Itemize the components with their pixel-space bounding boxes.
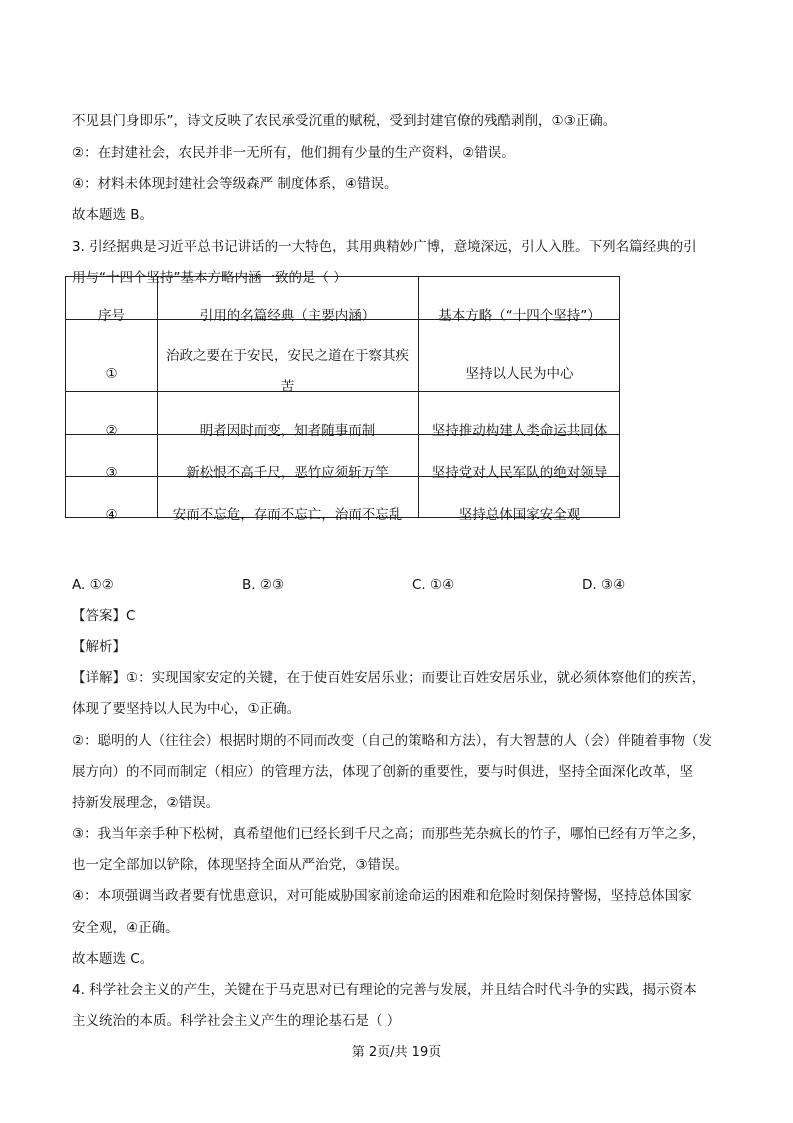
analysis-label: 【解析】 [72,639,126,655]
question-4-line: 4. 科学社会主义的产生，关键在于马克思对已有理论的完善与发展，并且结合时代斗争的实践，揭示资本 [72,982,697,998]
paragraph-line: 故本题选 B。 [72,207,154,223]
question-4-line: 主义统治的本质。科学社会主义产生的理论基石是（ ） [72,1013,401,1029]
option-b[interactable]: B. ②③ [242,577,285,593]
detail-line: 展方向）的不同而制定（相应）的管理方法，体现了创新的重要性，要与时俱进，坚持全面深化改革，坚 [72,764,693,780]
option-c[interactable]: C. ①④ [412,577,455,593]
detail-line: ④：本项强调当政者要有忧患意识，对可能威胁国家前途命运的困难和危险时刻保持警惕，坚持总体国家 [72,888,692,904]
page-footer: 第 2页/共 19页 [351,1045,442,1060]
detail-line: ②：聪明的人（往往会）根据时期的不同而改变（自己的策略和方法），有大智慧的人（会）伴随着事物（发 [72,733,712,749]
table-cell-number: ① [105,366,118,382]
paragraph-line: 不见县门身即乐”，诗文反映了农民承受沉重的赋税，受到封建官僚的残酷剥削，①③正确。 [72,113,617,129]
table-cell-policy: 坚持党对人民军队的绝对领导 [431,465,608,481]
paragraph-line: ②：在封建社会，农民并非一无所有，他们拥有少量的生产资料，②错误。 [72,145,515,161]
detail-line: 持新发展理念，②错误。 [72,795,220,811]
quote-table [65,276,620,523]
option-a[interactable]: A. ①② [72,577,114,593]
detail-line: 也一定全部加以铲除，体现坚持全面从严治党，③错误。 [72,857,409,873]
table-cell-quote: 新松恨不高千尺，恶竹应须斩万竿 [186,465,389,481]
table-header-quote: 引用的名篇经典（主要内涵） [199,308,376,324]
detail-line: 体现了要坚持以人民为中心，①正确。 [72,701,301,717]
table-cell-policy: 坚持总体国家安全观 [458,507,581,523]
table-cell-quote: 明者因时而变，知者随事而制 [199,423,376,439]
table-cell-number: ③ [105,465,118,481]
table-cell-policy: 坚持推动构建人类命运共同体 [431,423,608,439]
detail-line: 安全观，④正确。 [72,920,179,936]
table-cell-quote: 安而不忘危，存而不忘亡，治而不忘乱 [172,507,403,523]
detail-line: ③：我当年亲手种下松树，真希望他们已经长到千尺之高；而那些芜杂疯长的竹子，哪怕已经有万竿之多， [72,826,706,842]
table-header-number: 序号 [98,308,125,324]
question-3-line: 用与“十四个坚持”基本方略内涵一致的是（ ） [72,270,347,286]
table-cell-number: ② [105,423,118,439]
question-3-line: 3. 引经据典是习近平总书记讲话的一大特色，其用典精妙广博，意境深远，引人入胜。下列名篇经典的引 [72,239,697,255]
answer-label: 【答案】C [72,608,136,624]
option-d[interactable]: D. ③④ [582,577,626,593]
detail-line: 【详解】①：实现国家安定的关键，在于使百姓安居乐业；而要让百姓安居乐业，就必须体察他们的疾苦， [72,670,706,686]
table-cell-number: ④ [105,507,118,523]
table-cell-policy: 坚持以人民为中心 [465,366,574,382]
table-cell-quote-cont: 苦 [280,379,295,395]
paragraph-line: ④：材料未体现封建社会等级森严 制度体系，④错误。 [72,176,398,192]
table-header-policy: 基本方略（“十四个坚持”） [438,308,601,324]
detail-line: 故本题选 C。 [72,951,154,967]
table-cell-quote: 治政之要在于安民，安民之道在于察其疾 [166,348,409,364]
